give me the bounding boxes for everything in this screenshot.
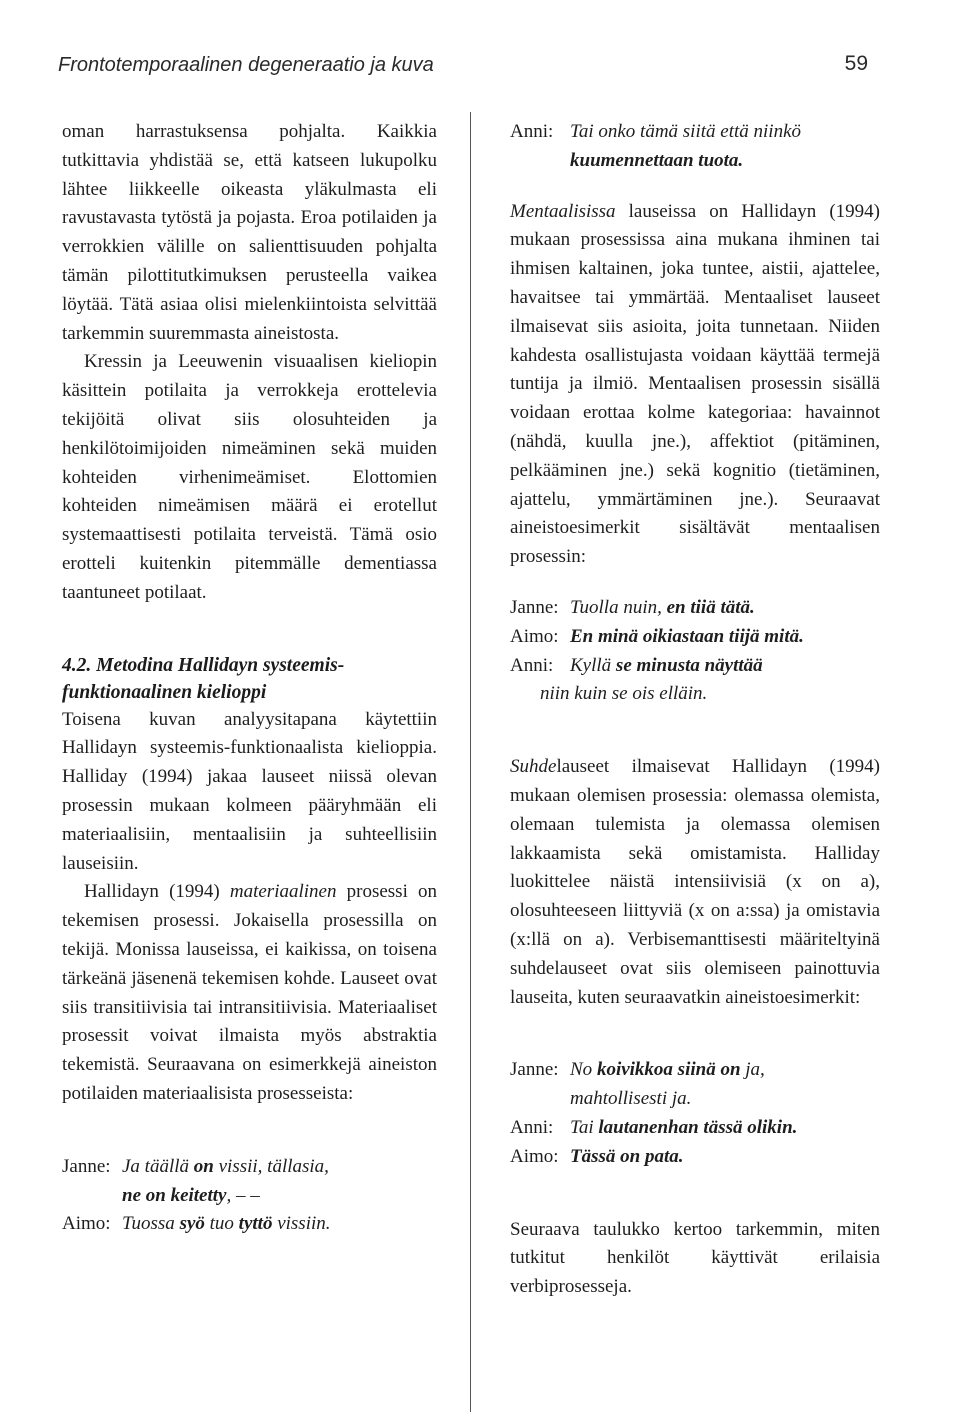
dialogue-example (510, 118, 880, 176)
paragraph: Mentaalisissa lauseissa on Hallidayn (1994) mukaan prosessissa aina mukana ihminen tai ihmisen kaltainen, joka tuntee, aistii, ajattelee, havaitsee tai ymmärtää. Mentaaliset lauseet ilmaisevat siis asioita, joita tunnetaan. Niiden kahdesta osallistujasta voidaan käyttää termejä tuntija ja ilmiö. Mentaalisen prosessin sisällä voidaan erottaa kolme kategoriaa: havainnot (nähdä, kuulla jne.), affektiot (pitäminen, pelkääminen jne.) sekä kognitio (tietäminen, ajattelu, ymmärtäminen jne.). Seuraavat aineistoesimerkit sisältävät mentaalisen prosessin: (510, 200, 880, 568)
paragraph: Kressin ja Leeuwenin visuaalisen kieliopin käsittein potilaita ja verrokkeja erottelevia tekijöitä olivat siis olosuhteiden ja henkilötoimijoiden nimeäminen sekä muiden kohteiden virhenimeämiset. Elottomien kohteiden nimeämisen määrä ei erotellut systemaattisesti potilaita terveistä. Tämä osio erotteli kuitenkin pitemmälle dementiassa taantuneet potilaat. (62, 351, 437, 603)
speaker: Janne: (510, 596, 559, 618)
dialogue-example (62, 1153, 437, 1239)
dialogue-line: Janne: No koivikkoa siinä on ja, (510, 1056, 880, 1085)
speaker: Aimo: (510, 625, 559, 647)
dialogue-line: Anni: Kyllä se minusta näyttää (510, 652, 880, 681)
dialogue-example (510, 1056, 880, 1171)
dialogue-example (510, 594, 880, 709)
speaker: Anni: (510, 121, 554, 142)
dialogue-continuation: ne on keitetty, – – (122, 1184, 260, 1206)
dialogue-line: Aimo: Tuossa syö tuo tyttö vissiin. (62, 1210, 437, 1239)
section-heading: 4.2. Metodina Hallidayn systeemis-funktionaalinen kielioppi (62, 654, 345, 703)
paragraph: Toisena kuvan analyysitapana käytettiin Hallidayn systeemis-funktionaalista kielioppia. Halliday (1994) jakaa lauseet niissä olevan prosessin mukaan kolmeen pääryhmään eli materiaalisiin, mentaalisiin ja suhteellisiin lauseisiin. (62, 708, 437, 874)
dialogue-line: Aimo: Tässä on pata. (510, 1143, 880, 1172)
paragraph: Seuraava taulukko kertoo tarkemmin, miten tutkitut henkilöt käyttivät erilaisia verbiprosesseja. (510, 1218, 880, 1298)
speaker: Janne: (62, 1155, 111, 1177)
page-header (58, 52, 868, 86)
dialogue-line: Anni: Tai lautanenhan tässä olikin. (510, 1114, 880, 1143)
page-number: 59 (844, 52, 868, 75)
speaker: Aimo: (510, 1145, 559, 1167)
dialogue-line: Aimo: En minä oikiastaan tiijä mitä. (510, 623, 880, 652)
left-column (62, 118, 437, 1239)
running-title: Frontotemporaalinen degeneraatio ja kuva (58, 54, 434, 76)
dialogue-continuation: mahtollisesti ja. (570, 1088, 692, 1110)
dialogue-continuation: kuumennettaan tuota. (570, 149, 744, 171)
dialogue-line: Anni: Tai onko tämä siitä että niinkö (510, 118, 880, 147)
paragraph: oman harrastuksensa pohjalta. Kaikkia tutkittavia yhdistää se, että katseen lukupolku lähtee liikkeelle oikeasta yläkulmasta eli ravustavasta tytöstä ja pojasta. Eroa potilaiden ja verrokkien välille on salienttisuuden pohjalta tämän pilottitutkimuksen perusteella vaikea löytää. Tätä asiaa olisi mielenkiintoista selvittää tarkemmin suuremmasta aineistosta. (62, 121, 437, 344)
speaker: Anni: (510, 1116, 554, 1138)
speaker: Janne: (510, 1059, 559, 1081)
dialogue-line: Janne: Tuolla nuin, en tiiä tätä. (510, 594, 880, 623)
dialogue-continuation: niin kuin se ois elläin. (540, 683, 708, 705)
speaker: Aimo: (62, 1213, 111, 1235)
speaker: Anni: (510, 654, 554, 676)
dialogue-line: Janne: Ja täällä on vissii, tällasia, (62, 1153, 437, 1182)
column-divider (470, 112, 471, 1412)
paragraph: Suhdelauseet ilmaisevat Hallidayn (1994) mukaan olemisen prosessia: olemassa olemista, olemaan tulemista ja olemassa olemisen lakkaamista sekä omistamista. Halliday luokittelee näistä intensiivisiä (x on a), olosuhteeseen liittyviä (x on a:ssa) ja omistavia (x:llä on a). Verbisemanttisesti määriteltyinä suhdelauseet ovat siis olemiseen painottuvia lauseita, kuten seuraavatkin aineistoesimerkit: (510, 756, 880, 1008)
paragraph: Hallidayn (1994) materiaalinen prosessi on tekemisen prosessi. Jokaisella prosessilla on tekijä. Monissa lauseissa, ei kaikissa, on toisena tärkeänä jäsenenä tekemisen kohde. Lauseet ovat siis transitiivisia tai intransitiivisia. Materiaaliset prosessit voivat ilmaista myös abstraktia tekemistä. Seuraavana on esimerkkejä aineiston potilaiden materiaalisista prosesseista: (62, 881, 437, 1104)
right-column (510, 118, 880, 1302)
